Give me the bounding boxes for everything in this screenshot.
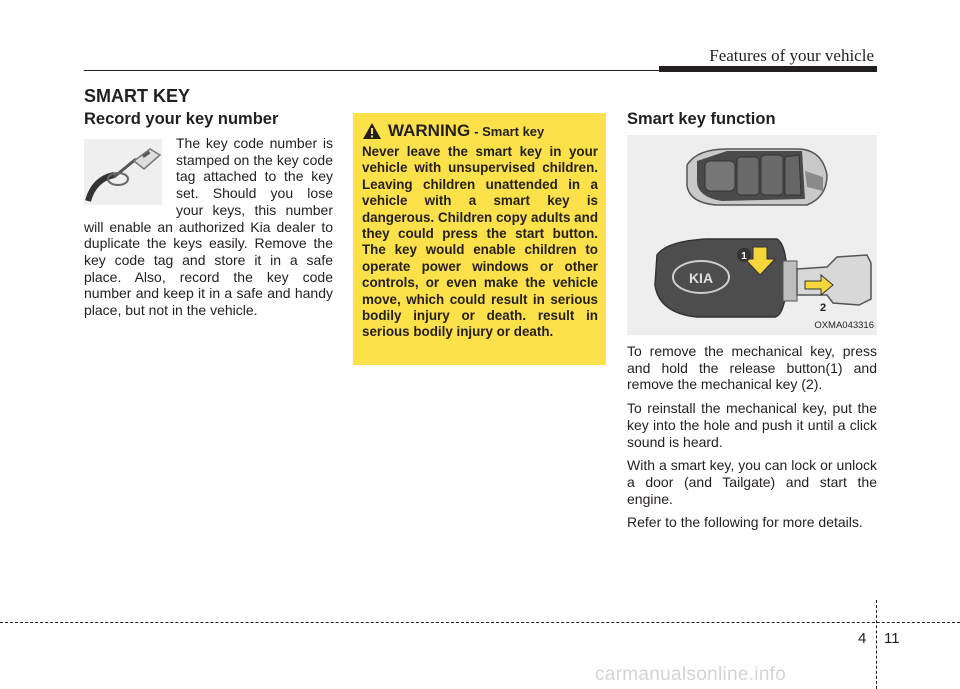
warning-word: WARNING (388, 121, 471, 140)
smart-key-figure (627, 135, 877, 335)
smart-key-function-title: Smart key function (627, 110, 776, 128)
fob-logo: KIA (688, 270, 714, 286)
header-rule-thick (659, 66, 877, 72)
warning-body: Never leave the smart key in your vehicle with unsupervised children. Leaving children unattended in a vehicle with a smart key is dangerous. Children copy adults and they could press the start button. The key would enable children to operate power windows or other controls, or even make the vehicle move, which could result in serious bodily injury or death. result in serious bodily injury or death. (362, 144, 598, 340)
function-paragraph: To reinstall the mechanical key, put the key into the hole and push it until a click sound is heard. (627, 400, 877, 450)
function-paragraph: Refer to the following for more details. (627, 514, 863, 531)
section-title: SMART KEY (84, 86, 191, 106)
figure-code: OXMA043316 (814, 320, 874, 331)
page-chapter: 4 (858, 630, 867, 647)
record-key-title: Record your key number (84, 110, 279, 128)
warning-triangle-icon (362, 122, 382, 140)
key-tag-illustration (84, 139, 162, 205)
watermark: carmanualsonline.info (595, 664, 787, 685)
smart-key-fob-illustration (627, 135, 877, 335)
record-key-body: The key code number is stamped on the key code tag attached to the key set. Should you lose your keys, this number will enable an authorized Kia dealer to duplicate the keys easily. Remove the key code tag and store it in a safe place. Also, record the key code number and keep it in a safe and handy place, but not in the vehicle. (84, 135, 333, 319)
smart-key-function-column (627, 110, 877, 531)
page-number: 11 (884, 630, 900, 647)
warning-subtitle: - Smart key (474, 123, 545, 139)
footer-rule (0, 622, 960, 623)
footer-divider (876, 600, 877, 689)
warning-header (362, 121, 598, 141)
page-header-title: Features of your vehicle (709, 46, 874, 65)
callout-1: 1 (741, 251, 747, 262)
callout-2: 2 (819, 302, 827, 314)
record-key-column (84, 110, 333, 319)
function-paragraph: To remove the mechanical key, press and hold the release button(1) and remove the mechanical key (2). (627, 343, 877, 393)
function-paragraph: With a smart key, you can lock or unlock a door (and Tailgate) and start the engine. (627, 457, 877, 507)
header-rule (84, 70, 661, 71)
warning-box (353, 113, 606, 365)
